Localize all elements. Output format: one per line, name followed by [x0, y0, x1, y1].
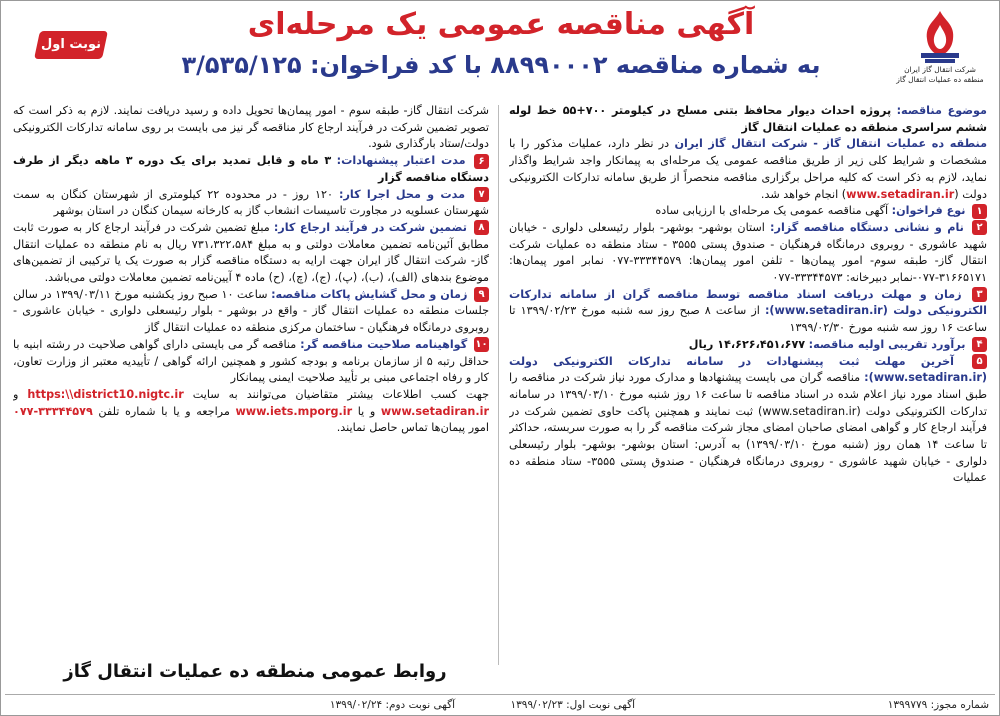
subject-paragraph	[509, 103, 987, 136]
setadiran-link[interactable]: www.setadiran.ir	[380, 404, 489, 418]
contact-text-5: امور پیمان‌ها تماس حاصل نمایند.	[336, 421, 489, 435]
contact-text-3: و یا	[357, 404, 376, 418]
item-text: ۳ ماه و قابل تمدید برای یک دوره ۳ ماهه دیگر از طرف دستگاه مناقصه گزار	[13, 154, 489, 184]
iets-link[interactable]: www.iets.mporg.ir	[235, 404, 353, 418]
item-label: زمان و محل گشایش پاکات مناقصه:	[271, 287, 468, 301]
notice-subtitle: به شماره مناقصه ۸۸۹۹۰۰۰۲ با کد فراخوان: ۳/۵۳۵/۱۲۵	[181, 51, 821, 79]
item-2	[509, 220, 987, 287]
right-column	[509, 103, 987, 655]
logo-text-line1: شرکت انتقال گاز ایران	[904, 65, 976, 74]
subject-label: موضوع مناقصه:	[896, 104, 987, 117]
notice-title: آگهی مناقصه عمومی یک مرحله‌ای	[247, 7, 755, 42]
item-3	[509, 287, 987, 337]
intro-link[interactable]: www.setadiran.ir	[846, 187, 955, 201]
item-label: نوع فراخوان:	[891, 204, 966, 218]
notice-header	[1, 1, 1000, 97]
second-round-date: آگهی نوبت دوم: ۱۳۹۹/۰۲/۲۴	[329, 699, 455, 711]
item-label: برآورد تقریبی اولیه مناقصه:	[808, 337, 966, 351]
item-label: آخرین مهلت ثبت پیشنهادات در سامانه تدارکات الکترونیکی دولت (www.setadiran.ir):	[509, 354, 987, 385]
contact-text-2: و	[13, 387, 19, 401]
first-round-badge: نوبت اول	[34, 31, 108, 59]
logo-text-line2: منطقه ده عملیات انتقال گاز	[896, 75, 984, 84]
item-text: استان بوشهر- بوشهر- بلوار رئیسعلی دلواری - خیابان شهید عاشوری - روبروی درمانگاه فرهنگیان - صندوق پستی ۳۵۵۵ - ستاد منطقه ده عملیات شرکت انتقال گاز- طبقه سوم- امور پیمان‌ها - تلفن امور پیمان‌ها: ۳۳۳۴۴۵۷۹-۰۷۷ نمابر امور پیمان‌ها: ۳۱۶۶۵۱۷۱-۰۷۷-نمابر دبیرخانه: ۳۳۳۴۴۵۷۳-۰۷۷	[509, 220, 987, 285]
item-number: ۱۰	[475, 339, 488, 351]
item-label: مدت و محل اجرا کار:	[339, 187, 466, 201]
contact-phone: ۳۳۳۴۴۵۷۹-۰۷۷	[13, 404, 93, 418]
item-number: ۳	[972, 287, 987, 302]
footer-bar	[5, 694, 995, 714]
item-1	[509, 203, 987, 220]
contact-text-1: جهت کسب اطلاعات بیشتر متقاضیان می‌توانند به سایت	[192, 387, 489, 401]
item-number: ۶	[474, 154, 489, 169]
item-label: گواهینامه صلاحیت مناقصه گر:	[300, 337, 468, 351]
column-divider	[498, 105, 499, 665]
item-number: ۴	[972, 337, 987, 352]
item-10	[13, 337, 489, 387]
item-label: مدت اعتبار پیشنهادات:	[336, 154, 466, 168]
item-text: از ساعت ۸ صبح روز سه شنبه مورخ ۱۳۹۹/۰۲/۲۳ تا ساعت ۱۶ روز سه شنبه مورخ ۱۳۹۹/۰۲/۳۰	[509, 304, 987, 335]
item-text: مناقصه گر می بایستی دارای گواهی صلاحیت در رشته ابنیه با حداقل رتبه ۵ از سازمان برنامه و بودجه کشور و همچنین ارائه گواهی / تأییدیه معتبر از وزارت تعاون، کار و رفاه اجتماعی مبنی بر تأیید صلاحیت ایمنی پیمانکار	[13, 337, 489, 385]
intro-paragraph	[509, 136, 987, 203]
continued-paragraph: شرکت انتقال گاز- طبقه سوم - امور پیمان‌ها تحویل داده و رسید دریافت نمایند. لازم به ذکر است که تصویر تضمین شرکت در فرآیند ارجاع کار مناقصه گر نیز می بایست بر روی سامانه تدارکات الکترونیکی دولت/ستاد بارگذاری شود.	[13, 104, 489, 151]
left-column	[13, 103, 489, 655]
item-6	[13, 153, 489, 186]
item-label: تضمین شرکت در فرآیند ارجاع کار:	[273, 220, 467, 234]
intro-org: منطقه ده عملیات انتقال گاز - شرکت انتقال گاز ایران	[674, 137, 987, 151]
item-text: ساعت ۱۰ صبح روز یکشنبه مورخ ۱۳۹۹/۰۳/۱۱ در سالن جلسات منطقه ده عملیات انتقال گاز - واقع در بوشهر - بلوار رئیسعلی دلواری - خیابان عاشوری - روبروی درمانگاه فرهنگیان - ساختمان مرکزی منطقه ده عملیات انتقال گاز	[13, 287, 489, 335]
item-number: ۸	[474, 220, 489, 235]
item-text: ۱۴،۶۲۶،۴۵۱،۶۷۷ ریال	[688, 337, 806, 351]
permit-number: شماره مجوز: ۱۳۹۹۷۷۹	[887, 699, 989, 711]
item-5	[509, 354, 987, 488]
item-4	[509, 337, 987, 354]
item-label: نام و نشانی دستگاه مناقصه گزار:	[770, 220, 964, 234]
item-label: زمان و مهلت دریافت اسناد مناقصه توسط مناقصه گران از سامانه تدارکات الکترونیکی دولت (www.setadiran.ir):	[509, 287, 987, 318]
item-8	[13, 220, 489, 287]
contact-text-4: مراجعه و یا با شماره تلفن	[98, 404, 230, 418]
item-9	[13, 287, 489, 337]
subject-text: پروژه احداث دیوار محافظ بتنی مسلح در کیلومتر ۷۰۰+۵۵ خط لوله ششم سراسری منطقه ده عملیات انتقال گاز	[509, 104, 987, 134]
item-7	[13, 187, 489, 220]
item-text: آگهی مناقصه عمومی یک مرحله‌ای با ارزیابی ساده	[655, 204, 889, 218]
public-relations-signature: روابط عمومی منطقه ده عملیات انتقال گاز	[63, 661, 447, 682]
item-text: مناقصه گران می بایست پیشنهادها و مدارک مورد نیاز شرکت در مناقصه را طبق اسناد مورد نیاز اعلام شده در اسناد مناقصه تا ساعت ۱۶ روز شنبه مورخ ۱۳۹۹/۰۳/۱۰ در سامانه تدارکات الکترونیکی دولت (www.setadiran.ir) ثبت نمایند و همچنین پاکت حاوی تضمین شرکت در فرآیند ارجاع کار و گواهی امضای صاحبان امضای مجاز شرکت مناقصه گر را به صورت سربسته، حداکثر تا ساعت ۱۴ همان روز (شنبه مورخ ۱۳۹۹/۰۳/۱۰) به آدرس: استان بوشهر- بوشهر- بلوار رئیسعلی دلواری - خیابان شهید عاشوری - روبروی درمانگاه فرهنگیان - صندوق پستی ۳۵۵۵- ستاد منطقه ده عملیات	[509, 371, 987, 485]
item-number: ۲	[972, 220, 987, 235]
item-number: ۱	[972, 204, 987, 219]
item-number: ۹	[474, 287, 489, 302]
district-link[interactable]: https:\\district10.nigtc.ir	[27, 387, 184, 401]
item-number: ۵	[972, 354, 987, 369]
item-number: ۷	[474, 187, 489, 202]
item-text: ۱۲۰ روز - در محدوده ۲۲ کیلومتری از شهرستان کنگان به سمت شهرستان عسلویه در مجاورت تاسیسات انشعاب گاز به کارخانه سیمان کنگان در استان بوشهر	[13, 187, 489, 218]
intro-text: در نظر دارد، عملیات مذکور را با مشخصات و شرایط کلی زیر از طریق مناقصه عمومی یک مرحله‌ای به پیمانکار واجد شرایط واگذار نماید، لازم به ذکر است که کلیه مراحل برگزاری مناقصه منحصراً از طریق سامانه تدارکات الکترونیکی دولت (	[509, 137, 987, 201]
gas-company-logo-icon	[915, 9, 965, 65]
contact-paragraph	[13, 387, 489, 437]
first-round-date: آگهی نوبت اول: ۱۳۹۹/۰۲/۲۳	[510, 699, 635, 711]
company-logo	[891, 9, 989, 95]
item-text: مبلغ تضمین شرکت در فرآیند ارجاع کار به صورت ثابت مطابق آئین‌نامه تضمین معاملات دولتی و به مبلغ ۷۳۱،۳۲۲،۵۸۴ ریال به نام منطقه ده عملیات انتقال گاز- شرکت انتقال گاز ایران جهت ارایه به دستگاه مناقصه گزار به صورت یک یا ترکیبی از تضمین‌های موضوع بندهای (الف)، (ب)، (پ)، (ج)، (چ)، (ح) ماده ۴ آیین‌نامه تضمین معاملات دولتی می‌باشد.	[13, 220, 489, 285]
intro-end: ) انجام خواهد شد.	[760, 187, 847, 201]
